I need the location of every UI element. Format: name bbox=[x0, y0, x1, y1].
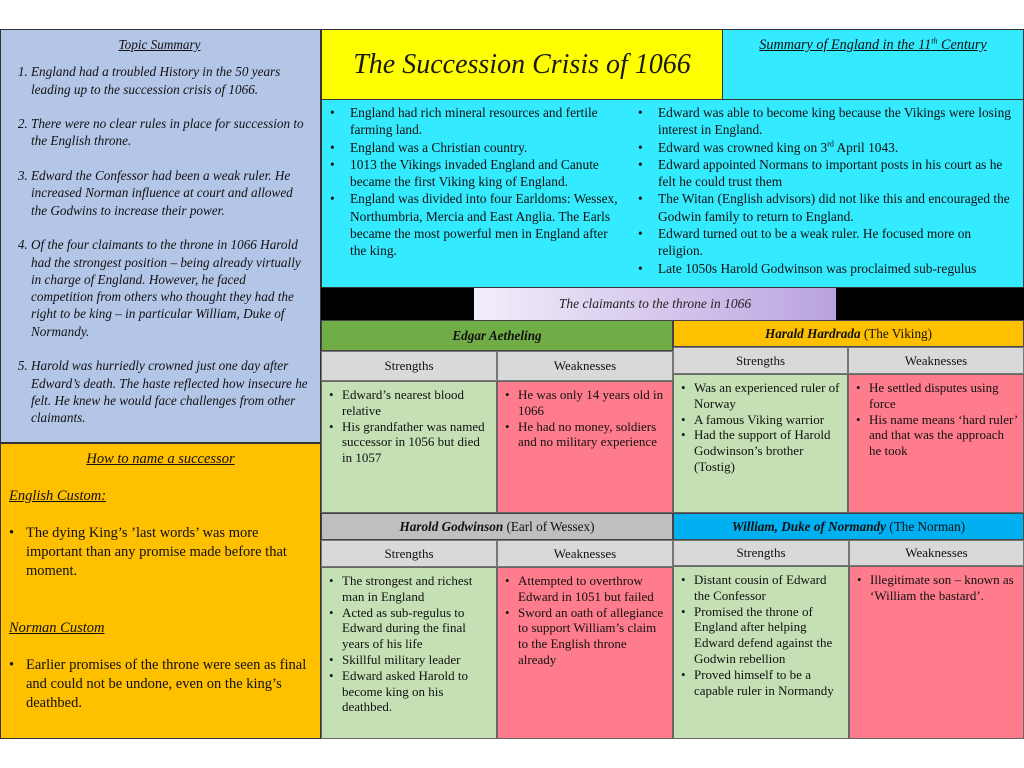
strength-item: • Promised the throne of England after helping Edward defend against the Godwin rebellion bbox=[678, 604, 844, 667]
england-summary-heading-sup: th bbox=[931, 36, 938, 46]
william-strengths bbox=[673, 566, 849, 739]
edgar-strengths-label: Strengths bbox=[321, 351, 497, 381]
harald-weaknesses-label: Weaknesses bbox=[848, 347, 1024, 374]
strength-item: • Edward asked Harold to become king on his deathbed. bbox=[326, 668, 492, 715]
harald-heading bbox=[673, 320, 1024, 347]
english-custom-item: • The dying King’s ’last words’ was more important than any promise made before that moment. bbox=[9, 524, 312, 581]
england-summary-item: • Late 1050s Harold Godwinson was proclaimed sub-regulus bbox=[630, 260, 1015, 277]
england-summary-right-column bbox=[630, 104, 1015, 277]
claimants-heading: The claimants to the throne in 1066 bbox=[474, 288, 836, 320]
edgar-weaknesses bbox=[497, 381, 673, 513]
england-summary-item: • Edward was able to become king because the Vikings were losing interest in England. bbox=[630, 104, 1015, 139]
edgar-heading bbox=[321, 320, 673, 351]
english-custom-label: English Custom: bbox=[9, 488, 107, 504]
weakness-item: • Attempted to overthrow Edward in 1051 but failed bbox=[502, 573, 668, 605]
weakness-item: • He was only 14 years old in 1066 bbox=[502, 387, 668, 419]
strength-item: • Acted as sub-regulus to Edward during the final years of his life bbox=[326, 605, 492, 652]
successor-heading: How to name a successor bbox=[86, 451, 235, 467]
england-summary-item: • England was divided into four Earldoms: Wessex, Northumbria, Mercia and East Anglia. The Earls became the most powerful men in England after the king. bbox=[322, 190, 622, 259]
strength-item: • Skillful military leader bbox=[326, 652, 492, 668]
topic-summary-item: 3. Edward the Confessor had been a weak ruler. He increased Norman influence at court and allowed the Godwins to increase their power. bbox=[31, 167, 310, 219]
harald-strengths bbox=[673, 374, 848, 513]
topic-summary-item: 5. Harold was hurriedly crowned just one day after Edward’s death. The haste reflected how insecure he felt. He knew he would face challenges from other claimants. bbox=[31, 357, 310, 426]
weakness-item: • Illegitimate son – known as ‘William the bastard’. bbox=[854, 572, 1019, 604]
english-custom-list bbox=[9, 524, 312, 581]
strength-item: • Was an experienced ruler of Norway bbox=[678, 380, 843, 412]
england-summary-left-column bbox=[322, 104, 622, 260]
norman-custom-list bbox=[9, 656, 312, 713]
england-summary-item: • England was a Christian country. bbox=[322, 139, 622, 156]
england-summary-heading-text: Summary of England in the 11 bbox=[759, 37, 932, 53]
strength-item: • Had the support of Harold Godwinson’s brother (Tostig) bbox=[678, 427, 843, 474]
edgar-name: Edgar Aetheling bbox=[452, 327, 542, 343]
weakness-item: • He settled disputes using force bbox=[853, 380, 1019, 412]
william-weaknesses-label: Weaknesses bbox=[849, 540, 1024, 566]
harold-heading bbox=[321, 513, 673, 540]
harald-name: Harald Hardrada bbox=[764, 325, 861, 341]
england-summary-item: • 1013 the Vikings invaded England and Canute became the first Viking king of England. bbox=[322, 156, 622, 191]
harald-weaknesses bbox=[848, 374, 1024, 513]
topic-summary-item: 1. England had a troubled History in the 50 years leading up to the succession crisis of 1066. bbox=[31, 63, 310, 98]
strength-item: • A famous Viking warrior bbox=[678, 412, 843, 428]
harold-weaknesses bbox=[497, 567, 673, 739]
england-summary-item: • Edward turned out to be a weak ruler. He focused more on religion. bbox=[630, 225, 1015, 260]
strength-item: • His grandfather was named successor in 1056 but died in 1057 bbox=[326, 419, 492, 466]
england-summary-heading-end: Century bbox=[937, 37, 987, 53]
weakness-item: • His name means ‘hard ruler’ and that was the approach he took bbox=[853, 412, 1019, 459]
page-title: The Succession Crisis of 1066 bbox=[321, 29, 723, 100]
harald-suffix: (The Viking) bbox=[860, 325, 933, 341]
william-heading bbox=[673, 513, 1024, 540]
harold-weaknesses-label: Weaknesses bbox=[497, 540, 673, 567]
william-name: William, Duke of Normandy bbox=[731, 518, 886, 534]
successor-panel bbox=[0, 443, 321, 739]
strength-item: • Proved himself to be a capable ruler in Normandy bbox=[678, 667, 844, 699]
topic-summary-list bbox=[9, 63, 310, 426]
edgar-strengths bbox=[321, 381, 497, 513]
england-summary-heading bbox=[723, 29, 1024, 100]
topic-summary-heading: Topic Summary bbox=[118, 37, 201, 52]
william-weaknesses bbox=[849, 566, 1024, 739]
topic-summary-panel bbox=[0, 29, 321, 443]
william-suffix: (The Norman) bbox=[886, 518, 966, 534]
norman-custom-item: • Earlier promises of the throne were seen as final and could not be undone, even on the king’s deathbed. bbox=[9, 656, 312, 713]
weakness-item: • Sword an oath of allegiance to support William’s claim to the English throne already bbox=[502, 605, 668, 668]
strength-item: • Edward’s nearest blood relative bbox=[326, 387, 492, 419]
harold-strengths-label: Strengths bbox=[321, 540, 497, 567]
england-summary-panel bbox=[321, 100, 1024, 288]
edgar-weaknesses-label: Weaknesses bbox=[497, 351, 673, 381]
harold-strengths bbox=[321, 567, 497, 739]
harold-name: Harold Godwinson bbox=[399, 518, 504, 534]
strength-item: • The strongest and richest man in England bbox=[326, 573, 492, 605]
england-summary-item: • Edward was crowned king on 3rd April 1043. bbox=[630, 139, 1015, 156]
strength-item: • Distant cousin of Edward the Confessor bbox=[678, 572, 844, 604]
england-summary-item: • The Witan (English advisors) did not like this and encouraged the Godwin family to return to England. bbox=[630, 190, 1015, 225]
topic-summary-item: 2. There were no clear rules in place for succession to the English throne. bbox=[31, 115, 310, 150]
england-summary-item: • Edward appointed Normans to important posts in his court as he felt he could trust them bbox=[630, 156, 1015, 191]
harold-suffix: (Earl of Wessex) bbox=[503, 518, 595, 534]
england-summary-item: • England had rich mineral resources and fertile farming land. bbox=[322, 104, 622, 139]
harald-strengths-label: Strengths bbox=[673, 347, 848, 374]
topic-summary-item: 4. Of the four claimants to the throne in 1066 Harold had the strongest position – being already virtually in charge of England. However, he faced competition from others who thought they had the right to be king – in particular William, Duke of Normandy. bbox=[31, 236, 310, 340]
weakness-item: • He had no money, soldiers and no military experience bbox=[502, 419, 668, 451]
william-strengths-label: Strengths bbox=[673, 540, 849, 566]
norman-custom-label: Norman Custom bbox=[9, 620, 105, 636]
